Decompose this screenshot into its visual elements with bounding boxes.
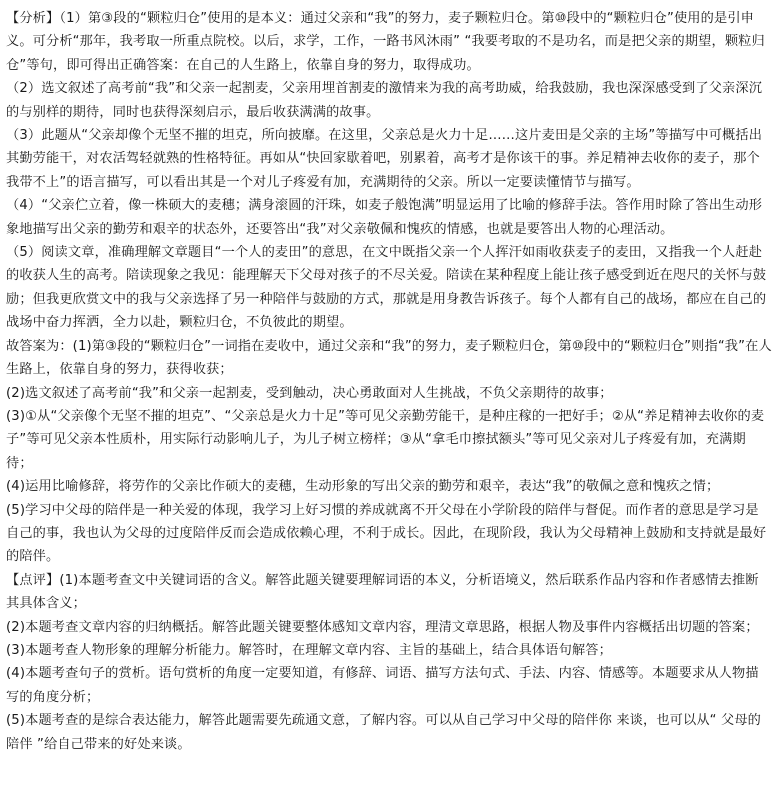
answer-paragraph-3: (3)①从“父亲像个无坚不摧的坦克”、“父亲总是火力十足”等可见父亲勤劳能干，是种庄稼的一把好手；②从“养足精神去收你的麦子”等可见父亲本性质朴，用实际行动影响儿子，为儿子树立榜样；③从“拿毛巾擦拭额头”等可见父亲对儿子疼爱有加，充满期待； <box>6 408 765 471</box>
comment-paragraph-3: (3)本题考查人物形象的理解分析能力。解答时，在理解文章内容、主旨的基础上，结合具体语句解答； <box>6 642 612 658</box>
analysis-text-1: （1）第③段的“颗粒归仓”使用的是本义：通过父亲和“我”的努力，麦子颗粒归仓。第⑩段中的“颗粒归仓”使用的是引申义。可分析“那年，我考取一所重点院校。以后，求学，工作，一路书风沐雨” “我要考取的不是功名，而是把父亲的期望，颗粒归仓”等句，即可得出正确答案：在自己的人生路上，依靠自身的努力，取得成功。 <box>6 11 765 73</box>
comment-paragraph-5: (5)本题考查的是综合表达能力，解答此题需要先疏通文意，了解内容。可以从自己学习中父母的陪伴你 来谈，也可以从“ 父母的陪伴 ”给自己带来的好处来谈。 <box>6 713 762 752</box>
analysis-paragraph-3: （3）此题从“父亲却像个无坚不摧的坦克，所向披靡。在这里，父亲总是火力十足……这片麦田是父亲的主场”等描写中可概括出其勤劳能干，对农活驾轻就熟的性格特征。再如从“快回家歇着吧，别累着，高考才是你该干的事。养足精神去收你的麦子，那个我带不上”的语言描写，可以看出其是一个对儿子疼爱有加，充满期待的父亲。所以一定要读懂情节与描写。 <box>6 128 763 190</box>
answer-paragraph-1: 故答案为：(1)第③段的“颗粒归仓”一词指在麦收中，通过父亲和“我”的努力，麦子颗粒归仓，第⑩段中的“颗粒归仓”则指“我”在人生路上，依靠自身的努力，获得收获； <box>6 338 772 378</box>
analysis-paragraph-1 <box>6 7 772 77</box>
comment-paragraph-2: (2)本题考查文章内容的归纳概括。解答此题关键要整体感知文章内容，理清文章思路，根据人物及事件内容概括出切题的答案； <box>6 619 759 635</box>
comment-paragraph-4: (4)本题考查句子的赏析。语句赏析的角度一定要知道，有修辞、词语、描写方法句式、手法、内容、情感等。本题要求从人物描写的角度分析； <box>6 666 759 705</box>
answer-paragraph-4: (4)运用比喻修辞，将劳作的父亲比作硕大的麦穗，生动形象的写出父亲的勤劳和艰辛，表达“我”的敬佩之意和愧疚之情； <box>6 479 720 495</box>
analysis-heading: 【分析】 <box>6 11 60 26</box>
analysis-paragraph-4: （4）“父亲伫立着，像一株硕大的麦穗；满身滚圆的汗珠，如麦子般饱满”明显运用了比喻的修辞手法。答作用时除了答出生动形象地描写出父亲的勤劳和艰辛的状态外，还要答出“我”对父亲敬佩和愧疚的情感，也就是要答出人物的心理活动。 <box>6 198 763 237</box>
analysis-paragraph-2: （2）选文叙述了高考前“我”和父亲一起割麦，父亲用埋首割麦的激情来为我的高考助威，给我鼓励，我也深深感受到了父亲深沉的与别样的期待，同时也获得深刻启示，最后收获满满的故事。 <box>6 81 763 120</box>
answer-paragraph-5: (5)学习中父母的陪伴是一种关爱的体现，我学习上好习惯的养成就离不开父母在小学阶段的陪伴与督促。而作者的意思是学习是自己的事，我也认为父母的过度陪伴反而会造成依赖心理，不利于成长。因此，在现阶段，我认为父母精神上鼓励和支持就是最好的陪伴。 <box>6 502 767 565</box>
analysis-paragraph-5: （5）阅读文章，准确理解文章题目“一个人的麦田”的意思，在文中既指父亲一个人挥汗如雨收获麦子的麦田，又指我一个人赶赴的收获人生的高考。陪读现象之我见：能理解天下父母对孩子的不尽关爱。陪读在某种程度上能让孩子感受到近在咫尺的关怀与鼓励；但我更欣赏文中的我与父亲选择了另一种陪伴与鼓励的方式，那就是用身教告诉孩子。每个人都有自己的战场，都应在自己的战场中奋力挥洒，全力以赴，颗粒归仓，不负彼此的期望。 <box>6 245 767 331</box>
answer-paragraph-2: (2)选文叙述了高考前“我”和父亲一起割麦，受到触动，决心勇敢面对人生挑战，不负父亲期待的故事； <box>6 385 613 401</box>
comment-paragraph-1: 【点评】(1)本题考查文中关键词语的含义。解答此题关键要理解词语的本义，分析语境义，然后联系作品内容和作者感情去推断其具体含义； <box>6 572 759 612</box>
